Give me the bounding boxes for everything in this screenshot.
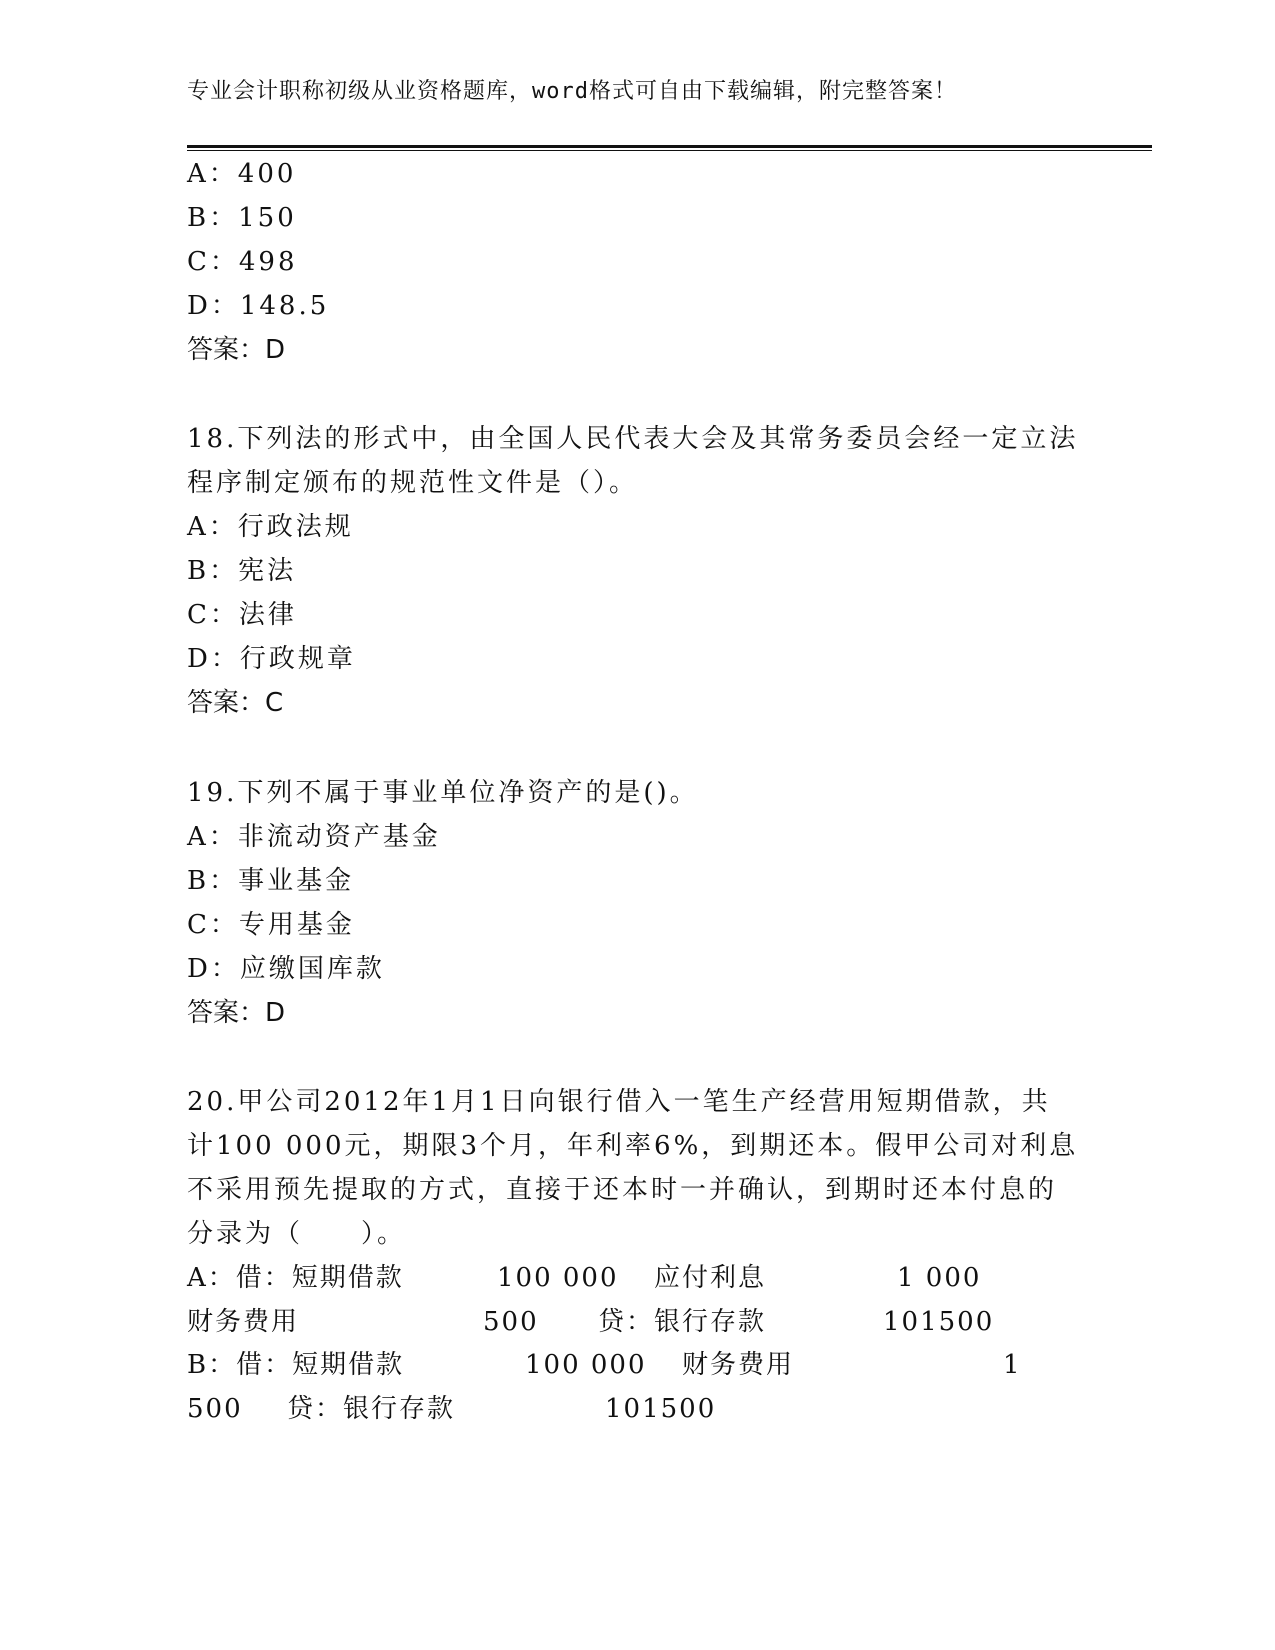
q20-option-a-row-2 [187, 1307, 1152, 1337]
q18-answer: 答案：C [187, 688, 284, 718]
q19-answer: 答案：D [187, 998, 286, 1028]
q20-a-debit-short-loan: A：借：短期借款 [187, 1263, 404, 1293]
q20-b-amount-1: 100 000 [525, 1350, 647, 1380]
q20-a-amount-1: 100 000 [497, 1263, 619, 1293]
q19-option-b: B：事业基金 [187, 866, 355, 896]
q17-option-c: C：498 [187, 247, 298, 277]
q20-b-debit-short-loan: B：借：短期借款 [187, 1350, 405, 1380]
q20-b-amount-3: 101500 [605, 1394, 717, 1424]
q17-option-b: B：150 [187, 203, 297, 233]
header-rule-thin [187, 150, 1152, 151]
q20-option-b-row-2 [187, 1394, 1152, 1424]
q20-b-credit-bank: 贷：银行存款 [287, 1394, 456, 1424]
q20-option-a-row-1 [187, 1263, 1152, 1293]
q19-stem-line-1: 19.下列不属于事业单位净资产的是()。 [187, 778, 699, 808]
q18-option-b: B：宪法 [187, 556, 297, 586]
q17-answer: 答案：D [187, 335, 286, 365]
q20-stem-line-3: 不采用预先提取的方式，直接于还本时一并确认，到期时还本付息的 [187, 1175, 1058, 1205]
q20-a-amount-2: 1 000 [897, 1263, 982, 1293]
q18-option-c: C：法律 [187, 600, 297, 630]
q20-a-amount-3: 500 [483, 1307, 539, 1337]
q19-option-d: D：应缴国库款 [187, 954, 385, 984]
q19-option-a: A：非流动资产基金 [187, 822, 441, 852]
page-header: 专业会计职称初级从业资格题库，word格式可自由下载编辑，附完整答案！ [187, 79, 957, 104]
q20-stem-line-2: 计100 000元，期限3个月，年利率6%，到期还本。假甲公司对利息 [187, 1131, 1079, 1161]
q17-option-d: D：148.5 [187, 291, 330, 321]
q18-option-a: A：行政法规 [187, 512, 354, 542]
header-rule-thick [187, 145, 1152, 148]
q20-a-amount-4: 101500 [883, 1307, 995, 1337]
q17-option-a: A：400 [187, 159, 297, 189]
q18-stem-line-1: 18.下列法的形式中，由全国人民代表大会及其常务委员会经一定立法 [187, 424, 1079, 454]
q20-b-finance-cost: 财务费用 [682, 1350, 795, 1380]
q20-b-amount-2-part: 1 [1003, 1350, 1022, 1380]
q18-option-d: D：行政规章 [187, 644, 356, 674]
q19-option-c: C：专用基金 [187, 910, 355, 940]
q20-stem-line-1: 20.甲公司2012年1月1日向银行借入一笔生产经营用短期借款，共 [187, 1087, 1051, 1117]
q18-stem-line-2: 程序制定颁布的规范性文件是（）。 [187, 468, 639, 498]
q20-a-credit-bank: 贷：银行存款 [598, 1307, 767, 1337]
q20-b-amount-2-rest: 500 [187, 1394, 243, 1424]
q20-option-b-row-1 [187, 1350, 1152, 1380]
q20-stem-line-4: 分录为（ ）。 [187, 1219, 407, 1249]
q20-a-finance-cost: 财务费用 [187, 1307, 300, 1337]
q20-a-interest-payable: 应付利息 [654, 1263, 767, 1293]
